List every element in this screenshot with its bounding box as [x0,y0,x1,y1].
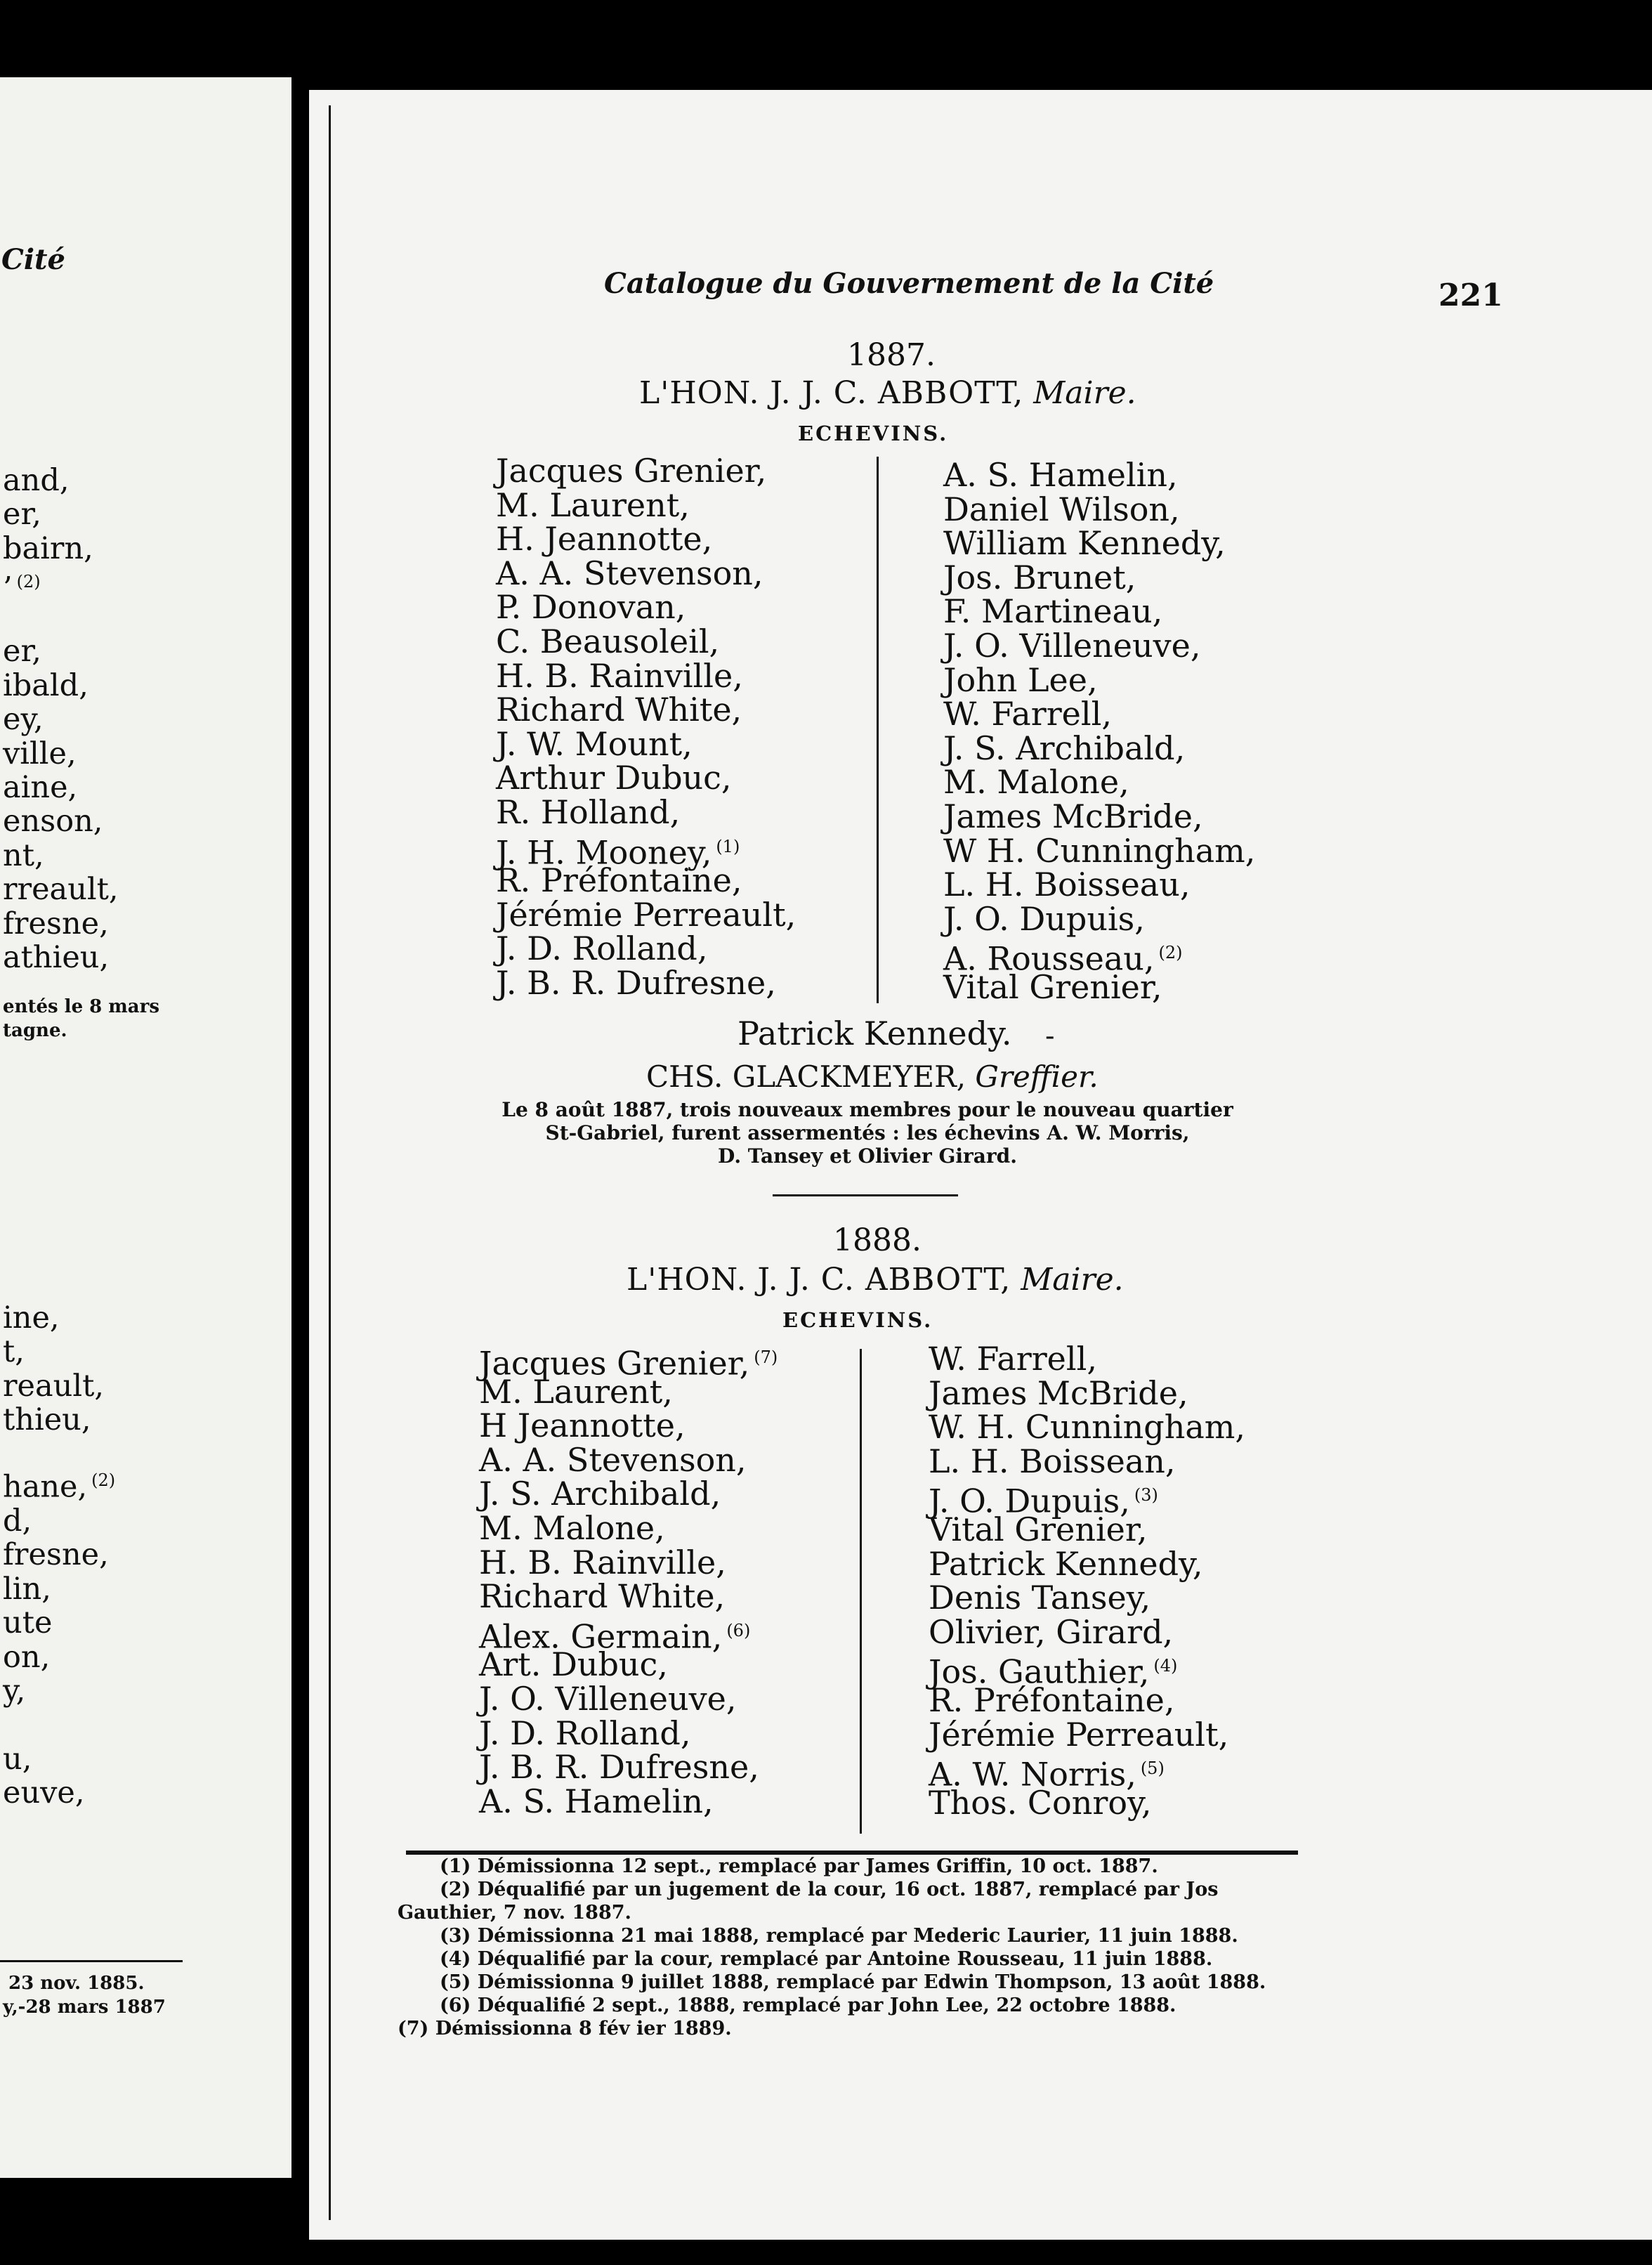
alderman-entry [929,1373,1245,1412]
alderman-entry [943,799,1255,834]
centered-alderman-1887: Patrick Kennedy. [738,1014,1012,1052]
footnote-line: (7) Démissionna 8 fév ier 1889. [398,2018,732,2039]
alderman-entry [496,830,796,871]
alderman-entry [943,697,1255,731]
footnotes [398,1855,1266,2040]
alderman-name: Daniel Wilson, [943,490,1180,528]
alderman-name: Alex. Germain, [479,1617,723,1656]
facing-text-fragment: bairn, [3,531,93,566]
alderman-entry [479,1406,778,1445]
alderman-name: John Lee, [943,660,1098,699]
alderman-name: J. S. Archibald, [943,729,1186,767]
alderman-name: J. H. Mooney, [496,833,712,871]
alderman-entry [943,868,1255,902]
mayor-line-1888 [627,1262,1124,1298]
alderman-name: M. Laurent, [496,485,690,524]
alderman-entry [479,1440,778,1479]
facing-text-fragment: rreault, [3,872,119,907]
facing-note-line: entés le 8 mars [3,996,159,1017]
alderman-entry [943,831,1256,870]
alderman-entry [929,1715,1245,1754]
alderman-name: Art. Dubuc, [479,1645,668,1684]
column-divider-1888 [860,1349,862,1834]
alderman-name: J. O. Villeneuve, [479,1679,737,1718]
aldermen-list-1887-left [496,454,796,1000]
alderman-name: William Kennedy, [943,524,1226,563]
alderman-entry [479,1614,778,1656]
alderman-name: A. W. Norris, [929,1755,1136,1794]
alderman-entry [943,967,1255,1006]
facing-footer-line: 23 nov. 1885. [8,1973,145,1994]
alderman-name: W. Farrell, [929,1340,1097,1378]
note-line: D. Tansey et Olivier Girard. [718,1144,1017,1168]
footnote-line: (2) Déqualifié par un jugement de la cour, 16 oct. 1887, remplacé par Jos [440,1879,1219,1900]
facing-text-fragment: ibald, [3,668,88,703]
alderman-entry [943,594,1255,629]
alderman-name: James McBride, [943,797,1203,835]
alderman-entry [496,863,796,898]
facing-footer-line: y,-28 mars 1887 [3,1997,166,2018]
alderman-entry [929,1680,1245,1719]
alderman-entry [479,1748,778,1787]
alderman-entry [496,656,796,695]
alderman-entry [943,660,1255,699]
alderman-name: Richard White, [496,691,742,729]
mayor-name: L'HON. J. J. C. ABBOTT, [627,1262,1011,1298]
alderman-name: J. D. Rolland, [479,1714,691,1752]
page-number: 221 [1438,278,1503,313]
footnote-marker: (1) [716,836,740,856]
facing-text-fragment: ute [3,1605,53,1640]
mayor-title: Maire. [1033,375,1136,411]
alderman-name: P. Donovan, [496,588,686,627]
facing-text-fragment: athieu, [3,940,110,975]
alderman-name: J. B. R. Dufresne, [479,1748,759,1787]
facing-text-fragment: aine, [3,770,78,805]
alderman-name: M. Malone, [943,763,1129,802]
footnote-marker: (3) [1134,1485,1158,1506]
alderman-name: L. H. Boissean, [929,1442,1176,1480]
clerk-title: Greffier. [975,1059,1099,1094]
alderman-name: R. Préfontaine, [929,1680,1175,1719]
alderman-name: Jérémie Perreault, [929,1715,1229,1754]
alderman-name: A. A. Stevenson, [496,554,763,592]
facing-text-fragment: ville, [3,736,77,771]
alderman-entry [496,963,796,1002]
alderman-entry [929,1408,1245,1447]
footnote-line: (6) Déqualifié 2 sept., 1888, remplacé par John Lee, 22 octobre 1888. [440,1995,1176,2016]
alderman-name: L. H. Boisseau, [943,866,1191,904]
clerk-line-1887 [646,1059,1099,1094]
footnote-marker: (7) [754,1347,778,1367]
alderman-name: Vital Grenier, [943,967,1162,1006]
alderman-name: James McBride, [929,1373,1188,1412]
facing-text-fragment: and, [3,463,70,498]
footnote-marker: (4) [1153,1656,1178,1676]
alderman-entry [496,485,796,524]
page-edge [329,105,331,2220]
column-divider-1887 [877,457,879,1003]
alderman-entry [929,1544,1245,1583]
footnote-marker: (2) [1158,943,1183,963]
alderman-name: Jacques Grenier, [496,452,767,490]
alderman-name: Vital Grenier, [929,1510,1148,1548]
alderman-entry [929,1510,1245,1548]
alderman-entry [929,1581,1245,1615]
alderman-entry [496,556,796,591]
year-heading-1888: 1888. [833,1222,922,1258]
alderman-entry [496,895,796,934]
alderman-name: A. S. Hamelin, [943,456,1178,494]
alderman-entry [479,1543,778,1581]
alderman-entry [496,792,796,831]
facing-text-fragment: er, [3,497,41,532]
footnote-line: Gauthier, 7 nov. 1887. [398,1902,631,1924]
alderman-name: J. S. Archibald, [479,1475,721,1513]
alderman-entry [479,1340,778,1383]
mayor-line-1887 [639,375,1136,411]
facing-text-fragment: hane, $^{(2)}$ [3,1469,116,1505]
facing-note-line: tagne. [3,1020,67,1041]
alderman-name: M. Malone, [479,1508,665,1547]
footnote-marker: (6) [726,1620,751,1640]
facing-text-fragment: enson, [3,804,103,839]
alderman-name: W. H. Cunningham, [929,1408,1245,1447]
alderman-name: A. Rousseau, [943,939,1155,978]
alderman-entry [929,1649,1245,1691]
alderman-entry [496,724,796,763]
alderman-name: H. B. Rainville, [496,656,743,695]
alderman-name: Jérémie Perreault, [496,895,796,934]
alderman-entry [929,1478,1245,1520]
alderman-entry [929,1342,1245,1376]
clerk-name: CHS. GLACKMEYER, [646,1059,966,1094]
aldermen-list-1887-right [943,458,1255,1005]
facing-text-fragment: lin, [3,1572,51,1607]
alderman-entry [496,520,796,559]
aldermen-list-1888-right [929,1342,1245,1820]
alderman-name: J. D. Rolland, [496,929,708,968]
alderman-entry [943,936,1255,978]
facing-text-fragment: reault, [3,1369,105,1404]
alderman-entry [479,1508,778,1547]
alderman-name: Denis Tansey, [929,1579,1151,1617]
facing-text-fragment: on, [3,1640,51,1675]
alderman-name: Jos. Gauthier, [929,1652,1150,1691]
alderman-name: J. O. Villeneuve, [943,626,1201,665]
alderman-entry [496,454,796,488]
alderman-entry [943,558,1255,596]
alderman-entry [496,761,796,795]
alderman-name: W H. Cunningham, [943,831,1256,870]
facing-text-fragment: y, [3,1673,26,1709]
alderman-name: Patrick Kennedy, [929,1544,1203,1583]
alderman-entry [496,590,796,625]
alderman-entry [929,1751,1245,1794]
alderman-entry [929,1444,1245,1479]
facing-text-fragment: thieu, [3,1402,91,1437]
facing-text-fragment: ine, [3,1300,60,1336]
facing-page [0,77,291,2178]
alderman-name: J. O. Dupuis, [929,1482,1130,1520]
alderman-entry [496,622,796,660]
year-heading-1887: 1887. [847,337,936,373]
footnote-line: (3) Démissionna 21 mai 1888, remplacé par Mederic Laurier, 11 juin 1888. [440,1925,1238,1947]
alderman-entry [496,693,796,727]
facing-text-fragment: nt, [3,838,44,873]
aldermen-list-1888-left [479,1340,778,1818]
alderman-entry [929,1612,1245,1651]
note-line: St-Gabriel, furent assermentés : les échevins A. W. Morris, [545,1121,1190,1144]
alderman-name: C. Beausoleil, [496,622,720,660]
facing-rule [0,1960,183,1962]
alderman-name: Jos. Brunet, [943,558,1136,596]
facing-text-fragment: ’ $^{(2)}$ [3,570,41,606]
alderman-entry [943,731,1255,766]
alderman-name: Thos. Conroy, [929,1783,1152,1822]
alderman-name: R. Préfontaine, [496,861,742,900]
echevins-heading-1888: ECHEVINS. [782,1308,933,1332]
facing-text-fragment: u, [3,1742,32,1777]
alderman-entry [943,458,1255,492]
alderman-entry [479,1784,778,1819]
alderman-name: Olivier, Girard, [929,1612,1174,1651]
alderman-name: R. Holland, [496,792,681,831]
alderman-name: H. B. Rainville, [479,1543,726,1581]
alderman-name: Arthur Dubuc, [496,759,732,797]
facing-text-fragment: t, [3,1334,25,1369]
alderman-name: W. Farrell, [943,695,1112,733]
alderman-name: J. B. R. Dufresne, [496,963,776,1002]
facing-text-fragment: ey, [3,702,44,737]
footnote-line: (4) Déqualifié par la cour, remplacé par Antoine Rousseau, 11 juin 1888. [440,1948,1213,1970]
alderman-entry [943,526,1255,561]
mayor-title: Maire. [1021,1262,1124,1298]
note-line: Le 8 août 1887, trois nouveaux membres pour le nouveau quartier [501,1098,1233,1121]
alderman-name: H Jeannotte, [479,1406,686,1445]
facing-text-fragment: fresne, [3,906,109,941]
alderman-entry [496,929,796,968]
alderman-entry [479,1679,778,1718]
section-separator [773,1194,958,1196]
alderman-entry [943,763,1255,802]
alderman-entry [943,626,1255,665]
footnote-line: (1) Démissionna 12 sept., remplacé par James Griffin, 10 oct. 1887. [440,1855,1158,1877]
dash-mark: - [1045,1020,1055,1052]
alderman-name: J. W. Mount, [496,724,693,763]
alderman-name: F. Martineau, [943,592,1163,631]
alderman-entry [479,1716,778,1751]
alderman-name: Jacques Grenier, [479,1344,750,1383]
facing-text-fragment: fresne, [3,1537,109,1572]
note-1887 [460,1098,1275,1168]
alderman-entry [943,492,1255,527]
alderman-entry [929,1783,1245,1822]
facing-page-header: Cité [1,243,65,276]
facing-text-fragment: d, [3,1503,32,1539]
alderman-name: Richard White, [479,1577,726,1616]
alderman-name: A. A. Stevenson, [479,1440,747,1479]
alderman-name: J. O. Dupuis, [943,899,1145,938]
footnote-marker: (5) [1140,1758,1165,1779]
alderman-entry [479,1647,778,1682]
running-head: Catalogue du Gouvernement de la Cité [604,267,1214,300]
alderman-entry [479,1579,778,1614]
facing-text-fragment: er, [3,634,41,669]
alderman-entry [479,1477,778,1511]
footnote-line: (5) Démissionna 9 juillet 1888, remplacé par Edwin Thompson, 13 août 1888. [440,1971,1266,1993]
mayor-name: L'HON. J. J. C. ABBOTT, [639,375,1024,411]
alderman-name: H. Jeannotte, [496,520,713,559]
alderman-name: A. S. Hamelin, [479,1782,714,1820]
facing-text-fragment: euve, [3,1775,85,1810]
alderman-name: M. Laurent, [479,1372,673,1411]
echevins-heading-1887: ECHEVINS. [798,422,949,445]
alderman-entry [943,899,1255,938]
